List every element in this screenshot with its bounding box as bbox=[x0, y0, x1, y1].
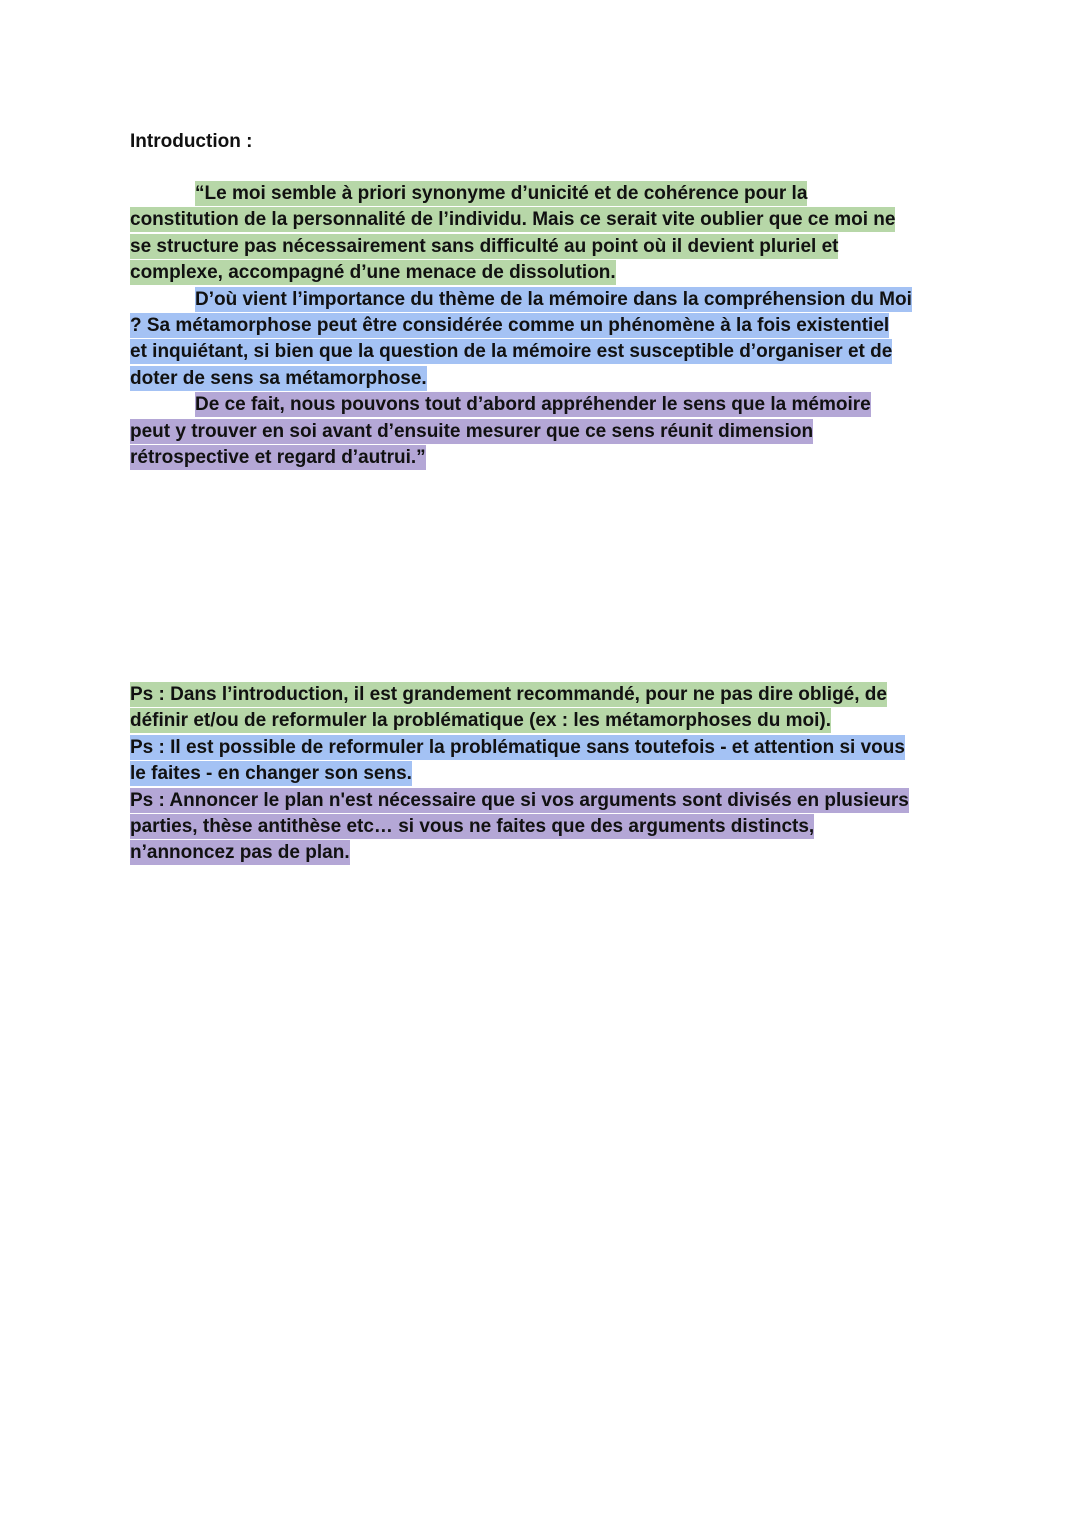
highlighted-text: se structure pas nécessairement sans difficulté au point où il devient pluriel et bbox=[130, 235, 839, 257]
highlighted-text: Ps : Annoncer le plan n'est nécessaire que si vos arguments sont divisés en plusieurs bbox=[130, 789, 909, 811]
quote-line bbox=[130, 445, 912, 471]
highlighted-text: le faites - en changer son sens. bbox=[130, 763, 412, 785]
quote-line bbox=[130, 207, 912, 233]
highlighted-text: doter de sens sa métamorphose. bbox=[130, 367, 427, 389]
note-line bbox=[130, 788, 909, 814]
highlighted-text: constitution de la personnalité de l’individu. Mais ce serait vite oublier que ce moi ne bbox=[130, 209, 896, 231]
quote-line bbox=[130, 260, 912, 286]
highlighted-text: et inquiétant, si bien que la question de la mémoire est susceptible d’organiser et de bbox=[130, 341, 893, 363]
note-line bbox=[130, 840, 909, 866]
highlighted-text: Ps : Il est possible de reformuler la problématique sans toutefois - et attention si vous bbox=[130, 736, 905, 758]
highlighted-text: parties, thèse antithèse etc… si vous ne faites que des arguments distincts, bbox=[130, 815, 815, 837]
quote-line bbox=[130, 181, 912, 207]
quote-line bbox=[130, 287, 912, 313]
note-line bbox=[130, 814, 909, 840]
quote-line bbox=[130, 313, 912, 339]
postscript-notes bbox=[130, 682, 909, 867]
quote-line bbox=[130, 419, 912, 445]
highlighted-text: “Le moi semble à priori synonyme d’unicité et de cohérence pour la bbox=[195, 183, 808, 204]
highlighted-text: ? Sa métamorphose peut être considérée comme un phénomène à la fois existentiel bbox=[130, 314, 890, 336]
highlighted-text: complexe, accompagné d’une menace de dissolution. bbox=[130, 262, 616, 284]
note-line bbox=[130, 682, 909, 708]
highlighted-text: n’annoncez pas de plan. bbox=[130, 842, 350, 864]
quote-line bbox=[130, 234, 912, 260]
section-heading: Introduction : bbox=[130, 131, 253, 152]
highlighted-text: De ce fait, nous pouvons tout d’abord appréhender le sens que la mémoire bbox=[195, 394, 871, 416]
highlighted-text: peut y trouver en soi avant d’ensuite mesurer que ce sens réunit dimension bbox=[130, 420, 814, 442]
highlighted-text: définir et/ou de reformuler la problématique (ex : les métamorphoses du moi). bbox=[130, 710, 832, 732]
highlighted-text: D’où vient l’importance du thème de la mémoire dans la compréhension du Moi bbox=[195, 288, 912, 310]
highlighted-text: Ps : Dans l’introduction, il est grandement recommandé, pour ne pas dire obligé, de bbox=[130, 684, 887, 705]
note-line bbox=[130, 735, 909, 761]
quote-line bbox=[130, 339, 912, 365]
introduction-quote bbox=[130, 181, 912, 471]
quote-line bbox=[130, 392, 912, 418]
highlighted-text: rétrospective et regard d’autrui.” bbox=[130, 446, 426, 468]
quote-line bbox=[130, 366, 912, 392]
note-line bbox=[130, 708, 909, 734]
note-line bbox=[130, 761, 909, 787]
